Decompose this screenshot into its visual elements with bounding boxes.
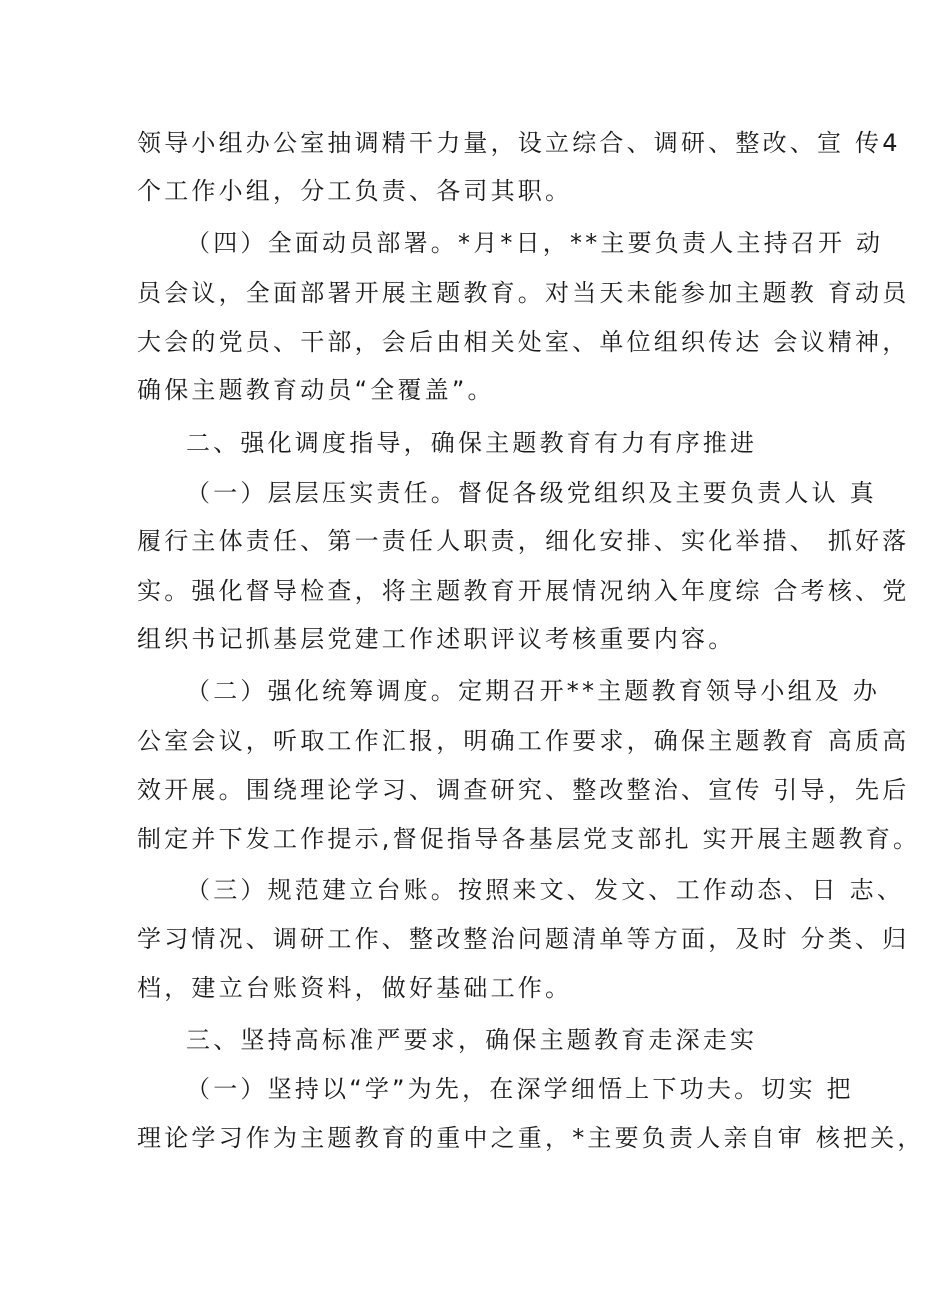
body-text-line: 公室会议，听取工作汇报，明确工作要求，确保主题教育 高质高 (137, 727, 910, 755)
body-text-line: 制定并下发工作提示,督促指导各基层党支部扎 实开展主题教育。 (137, 825, 921, 853)
body-text-line: 员会议，全面部署开展主题教育。对当天未能参加主题教 育动员 (137, 279, 910, 307)
body-text-line: 履行主体责任、第一责任人职责，细化安排、实化举措、 抓好落 (137, 527, 910, 555)
section-heading: 二、强化调度指导，确保主题教育有力有序推进 (186, 429, 758, 457)
body-text-line: 领导小组办公室抽调精干力量，设立综合、调研、整改、宣 传4 (137, 129, 901, 157)
body-text-line: 组织书记抓基层党建工作述职评议考核重要内容。 (137, 625, 736, 653)
body-text-line: 个工作小组，分工负责、各司其职。 (137, 177, 573, 205)
paragraph-start-line: （一）层层压实责任。督促各级党组织及主要负责人认 真 (186, 479, 877, 507)
body-text-line: 学习情况、调研工作、整改整治问题清单等方面，及时 分类、归 (137, 925, 910, 953)
body-text-line: 档，建立台账资料，做好基础工作。 (137, 974, 573, 1002)
paragraph-start-line: （一）坚持以“学”为先，在深学细悟上下功夫。切实 把 (186, 1075, 854, 1103)
body-text-line: 大会的党员、干部，会后由相关处室、单位组织传达 会议精神， (137, 328, 910, 356)
body-text-line: 实。强化督导检查，将主题教育开展情况纳入年度综 合考核、党 (137, 577, 910, 605)
paragraph-start-line: （四）全面动员部署。*月*日，**主要负责人主持召开 动 (186, 229, 884, 257)
body-text-line: 确保主题教育动员“全覆盖”。 (137, 376, 495, 404)
body-text-line: 理论学习作为主题教育的重中之重，*主要负责人亲自审 核把关， (137, 1124, 925, 1152)
body-text-line: 效开展。围绕理论学习、调查研究、整改整治、宣传 引导，先后 (137, 776, 910, 804)
paragraph-start-line: （三）规范建立台账。按照来文、发文、工作动态、日 志、 (186, 876, 905, 904)
paragraph-start-line: （二）强化统筹调度。定期召开**主题教育领导小组及 办 (186, 677, 881, 705)
section-heading: 三、坚持高标准严要求，确保主题教育走深走实 (186, 1026, 758, 1054)
